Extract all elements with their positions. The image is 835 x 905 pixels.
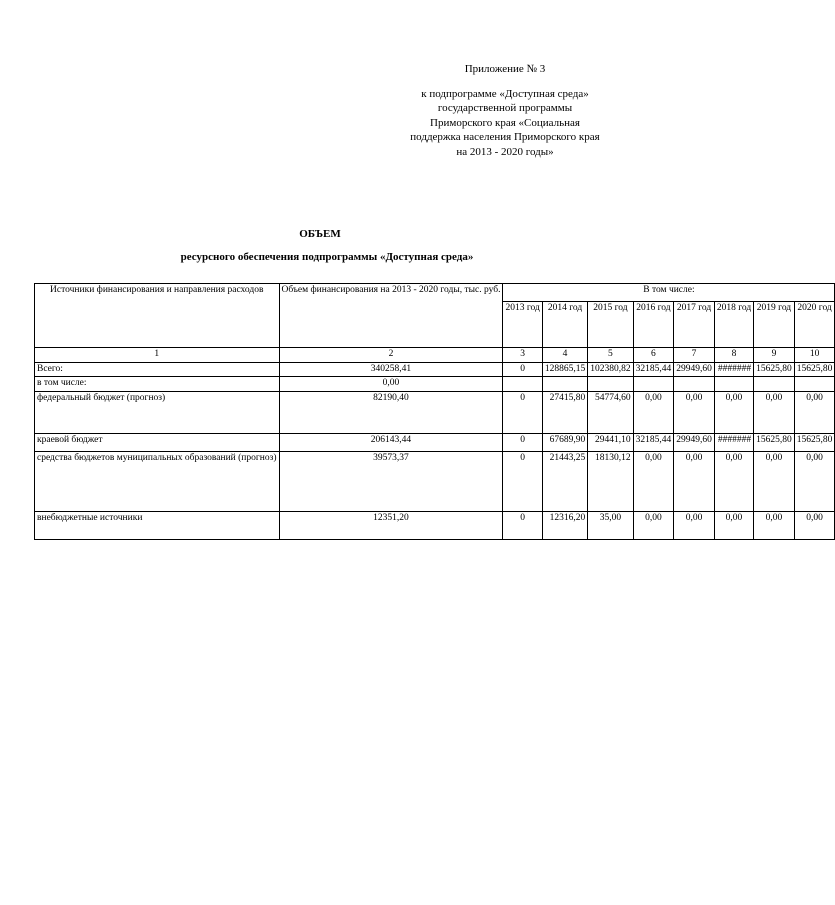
header-including: В том числе: xyxy=(503,284,835,302)
index-cell: 1 xyxy=(35,348,280,363)
row-value: 128865,15 xyxy=(542,362,587,377)
table-row xyxy=(35,391,835,433)
row-value: 67689,90 xyxy=(542,433,587,451)
row-label: в том числе: xyxy=(35,377,280,392)
row-value: 0,00 xyxy=(794,451,835,511)
row-value: 32185,44 xyxy=(633,433,674,451)
row-label: Всего: xyxy=(35,362,280,377)
row-value: 102380,82 xyxy=(588,362,633,377)
table-row xyxy=(35,362,835,377)
row-value: 0,00 xyxy=(633,451,674,511)
index-cell: 9 xyxy=(754,348,795,363)
row-value xyxy=(794,377,835,392)
row-value: 0 xyxy=(503,362,542,377)
appendix-line: государственной программы xyxy=(437,102,573,114)
document-title: ОБЪЕМ xyxy=(299,228,341,240)
row-value: 15625,80 xyxy=(794,433,835,451)
row-value xyxy=(633,377,674,392)
index-cell: 10 xyxy=(794,348,835,363)
row-value: 15625,80 xyxy=(754,433,795,451)
row-value: 0 xyxy=(503,511,542,539)
row-value: 18130,12 xyxy=(588,451,633,511)
table-row xyxy=(35,511,835,539)
row-value xyxy=(754,377,795,392)
index-cell: 3 xyxy=(503,348,542,363)
row-value: 0 xyxy=(503,433,542,451)
index-cell: 7 xyxy=(674,348,715,363)
row-label: федеральный бюджет (прогноз) xyxy=(35,391,280,433)
header-year: 2020 год xyxy=(794,302,835,348)
index-cell: 2 xyxy=(279,348,503,363)
row-value: 15625,80 xyxy=(754,362,795,377)
appendix-header xyxy=(380,62,630,159)
row-value: 0,00 xyxy=(633,511,674,539)
row-volume: 340258,41 xyxy=(279,362,503,377)
row-value xyxy=(588,377,633,392)
row-volume: 39573,37 xyxy=(279,451,503,511)
header-year: 2017 год xyxy=(674,302,715,348)
index-cell: 8 xyxy=(714,348,753,363)
row-value: 21443,25 xyxy=(542,451,587,511)
row-value: 0,00 xyxy=(754,451,795,511)
row-label: внебюджетные источники xyxy=(35,511,280,539)
row-volume: 0,00 xyxy=(279,377,503,392)
row-value: 0,00 xyxy=(674,451,715,511)
appendix-line: поддержка населения Приморского края xyxy=(410,131,600,143)
row-volume: 12351,20 xyxy=(279,511,503,539)
row-value: 0,00 xyxy=(674,511,715,539)
row-value: 0,00 xyxy=(633,391,674,433)
header-year: 2018 год xyxy=(714,302,753,348)
header-volume: Объем финансирования на 2013 - 2020 годы, тыс. руб. xyxy=(279,284,503,348)
row-value: 29949,60 xyxy=(674,433,715,451)
index-row xyxy=(35,348,835,363)
row-value: 0,00 xyxy=(714,511,753,539)
row-value: 27415,80 xyxy=(542,391,587,433)
row-volume: 206143,44 xyxy=(279,433,503,451)
row-value: 0 xyxy=(503,451,542,511)
row-value: 54774,60 xyxy=(588,391,633,433)
header-year: 2015 год xyxy=(588,302,633,348)
row-value: 0,00 xyxy=(754,391,795,433)
appendix-line: Приморского края «Социальная xyxy=(430,116,580,129)
row-value xyxy=(714,377,753,392)
table-row xyxy=(35,451,835,511)
row-value xyxy=(674,377,715,392)
header-year: 2016 год xyxy=(633,302,674,348)
header-year: 2019 год xyxy=(754,302,795,348)
index-cell: 4 xyxy=(542,348,587,363)
row-value: 0,00 xyxy=(794,391,835,433)
table-row xyxy=(35,433,835,451)
index-cell: 6 xyxy=(633,348,674,363)
row-label: средства бюджетов муниципальных образований (прогноз) xyxy=(35,451,280,511)
row-value: ####### xyxy=(714,433,753,451)
row-volume: 82190,40 xyxy=(279,391,503,433)
row-value xyxy=(503,377,542,392)
header-year: 2014 год xyxy=(542,302,587,348)
document-subtitle: ресурсного обеспечения подпрограммы «Доступная среда» xyxy=(180,251,474,263)
budget-table xyxy=(34,283,835,540)
appendix-line: на 2013 - 2020 годы» xyxy=(456,145,554,158)
row-value: 0,00 xyxy=(714,391,753,433)
row-label: краевой бюджет xyxy=(35,433,280,451)
row-value: 32185,44 xyxy=(633,362,674,377)
row-value: 29949,60 xyxy=(674,362,715,377)
appendix-line: к подпрограмме «Доступная среда» xyxy=(421,87,589,100)
row-value: ####### xyxy=(714,362,753,377)
row-value: 12316,20 xyxy=(542,511,587,539)
appendix-number: Приложение № 3 xyxy=(464,63,546,75)
row-value xyxy=(542,377,587,392)
row-value: 0 xyxy=(503,391,542,433)
row-value: 0,00 xyxy=(674,391,715,433)
row-value: 0,00 xyxy=(754,511,795,539)
table-row xyxy=(35,377,835,392)
index-cell: 5 xyxy=(588,348,633,363)
header-year: 2013 год xyxy=(503,302,542,348)
row-value: 0,00 xyxy=(714,451,753,511)
row-value: 0,00 xyxy=(794,511,835,539)
row-value: 35,00 xyxy=(588,511,633,539)
row-value: 29441,10 xyxy=(588,433,633,451)
row-value: 15625,80 xyxy=(794,362,835,377)
header-source: Источники финансирования и направления расходов xyxy=(35,284,280,348)
